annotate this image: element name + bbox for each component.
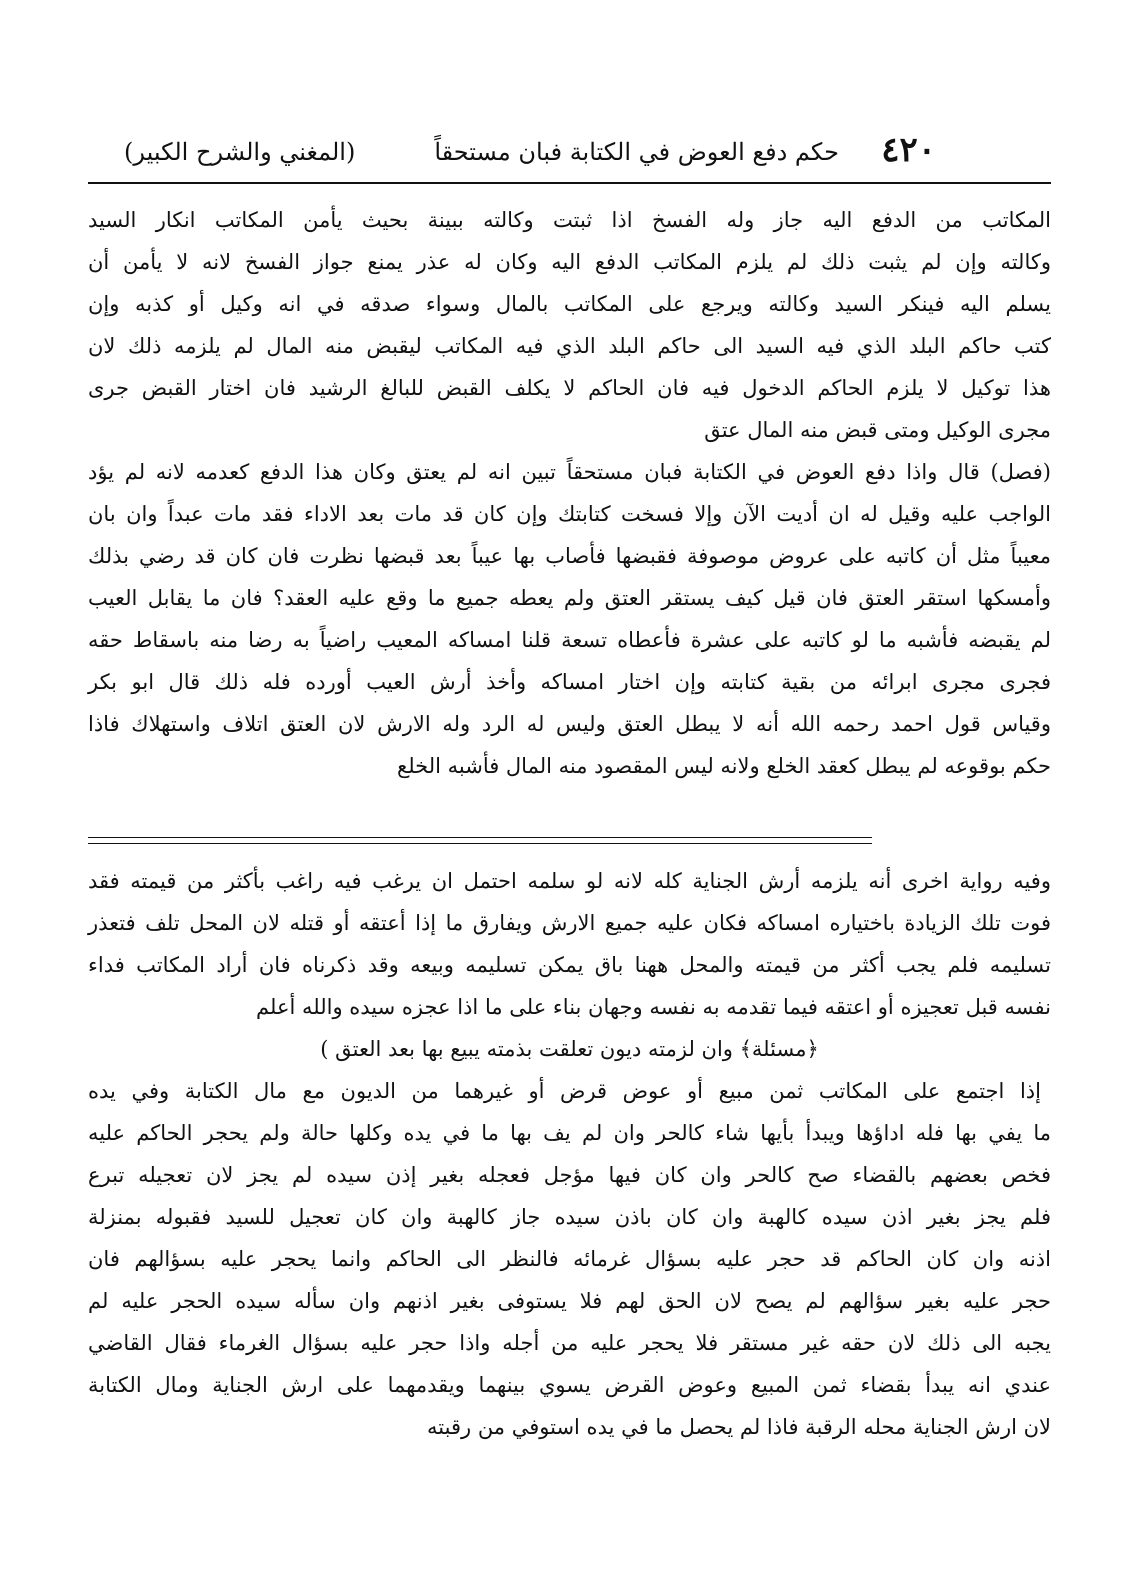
main-text xyxy=(88,199,1051,787)
text-line: فجرى مجرى ابرائه من بقية كتابته وإن اختار امساكه وأخذ أرش العيب أورده فله ذلك قال ابو بكر xyxy=(88,670,1051,694)
commentary-text xyxy=(88,860,1051,1448)
text-line: اذنه وان كان الحاكم قد حجر عليه بسؤال غرمائه فالنظر الى الحاكم وانما يحجر عليه بسؤالهم فان xyxy=(88,1247,1051,1271)
text-line: هذا توكيل لا يلزم الحاكم الدخول فيه فان الحاكم لا يكلف القبض للبالغ الرشيد فان اختار القبض جرى xyxy=(88,376,1051,400)
text-line: فخص بعضهم بالقضاء صح كالحر وان كان فيها مؤجل فعجله بغير إذن سيده لم يجز لان تعجيله تبرع xyxy=(88,1163,1051,1187)
text-line: حجر عليه بغير سؤالهم لم يصح لان الحق لهم فلا يستوفى بغير اذنهم وان سأله سيده الحجر عليه لم xyxy=(88,1289,1051,1313)
text-line: لم يقبضه فأشبه ما لو كاتبه على عشرة فأعطاه تسعة قلنا امساكه المعيب راضياً به رضا منه باسقاط حقه xyxy=(88,628,1051,652)
text-line: وكالته وإن لم يثبت ذلك لم يلزم المكاتب الدفع اليه وكان له عذر يمنع جواز الفسخ لانه لا يأمن أن xyxy=(88,250,1051,274)
text-line: يجبه الى ذلك لان حقه غير مستقر فلا يحجر عليه من أجله واذا حجر عليه بسؤال الغرماء فقال القاضي xyxy=(88,1331,1051,1355)
text-line: ما يفي بها فله اداؤها ويبدأ بأيها شاء كالحر وان لم يف بها ما في يده وكلها حالة ولم يحجر الحاكم عليه xyxy=(88,1121,1051,1145)
text-line: وفيه رواية اخرى أنه يلزمه أرش الجناية كله لانه لو سلمه احتمل ان يرغب فيه راغب بأكثر من قيمته فقد xyxy=(88,869,1051,893)
running-title: حكم دفع العوض في الكتابة فبان مستحقاً xyxy=(434,138,839,166)
text-line: لان ارش الجناية محله الرقبة فاذا لم يحصل ما في يده استوفي من رقبته xyxy=(427,1415,1051,1439)
text-line: حكم بوقوعه لم يبطل كعقد الخلع ولانه ليس المقصود منه المال فأشبه الخلع xyxy=(397,754,1051,778)
text-line: وأمسكها استقر العتق فان قيل كيف يستقر العتق ولم يعطه جميع ما وقع عليه العقد؟ فان ما يقابل العيب xyxy=(88,586,1051,610)
text-line: عندي انه يبدأ بقضاء ثمن المبيع وعوض القرض يسوي بينهما ويقدمهما على ارش الجناية ومال الكتابة xyxy=(88,1373,1051,1397)
text-line: المكاتب من الدفع اليه جاز وله الفسخ اذا ثبتت وكالته ببينة بحيث يأمن المكاتب انكار السيد xyxy=(88,208,1051,232)
text-line: وقياس قول احمد رحمه الله أنه لا يبطل العتق وليس له الرد وله الارش لان العتق اتلاف واستهلاك فاذا xyxy=(88,712,1051,736)
text-line: نفسه قبل تعجيزه أو اعتقه فيما تقدمه به نفسه وجهان بناء على ما اذا عجزه سيده والله أعلم xyxy=(256,995,1051,1019)
text-line: يسلم اليه فينكر السيد وكالته ويرجع على المكاتب بالمال وسواء صدقه في انه وكيل أو كذبه وإن xyxy=(88,292,1051,316)
text-line: تسليمه فلم يجب أكثر من قيمته والمحل ههنا باق يمكن تسليمه وبيعه وقد ذكرناه فان أراد المكاتب فداء xyxy=(88,953,1051,977)
text-line: معيباً مثل أن كاتبه على عروض موصوفة فقبضها فأصاب بها عيباً بعد قبضها نظرت فان كان قد رضي بذلك xyxy=(88,544,1051,568)
text-line: فلم يجز بغير اذن سيده كالهبة وان كان باذن سيده جاز كالهبة وان كان تعجيل للسيد فقبوله بمنزلة xyxy=(88,1205,1051,1229)
text-line: فوت تلك الزيادة باختياره امساكه فكان عليه جميع الارش ويفارق ما إذا أعتقه أو قتله لان المحل تلف فتعذر xyxy=(88,911,1051,935)
masala-heading: ﴿مسئلة﴾ وان لزمته ديون تعلقت بذمته يبيع بها بعد العتق ) xyxy=(320,1037,819,1061)
header-rule xyxy=(88,182,1051,184)
section-divider xyxy=(88,837,872,838)
text-line: مجرى الوكيل ومتى قبض منه المال عتق xyxy=(704,418,1051,442)
text-line: إذا اجتمع على المكاتب ثمن مبيع أو عوض قرض أو غيرهما من الديون مع مال الكتابة وفي يده xyxy=(88,1079,1041,1103)
text-line: الواجب عليه وقيل له ان أديت الآن وإلا فسخت كتابتك وإن كان قد مات بعد الاداء فقد مات عبداً وان بان xyxy=(88,502,1051,526)
section-divider xyxy=(88,843,872,844)
book-title: (المغني والشرح الكبير) xyxy=(124,138,356,166)
text-line: (فصل) قال واذا دفع العوض في الكتابة فبان مستحقاً تبين انه لم يعتق وكان هذا الدفع كعدمه لانه لم يؤد xyxy=(88,460,1051,484)
text-line: كتب حاكم البلد الذي فيه السيد الى حاكم البلد الذي فيه المكاتب ليقبض منه المال لم يلزمه ذلك لان xyxy=(88,334,1051,358)
page-header xyxy=(88,128,1051,180)
page-number: ٤٢٠ xyxy=(881,130,936,170)
